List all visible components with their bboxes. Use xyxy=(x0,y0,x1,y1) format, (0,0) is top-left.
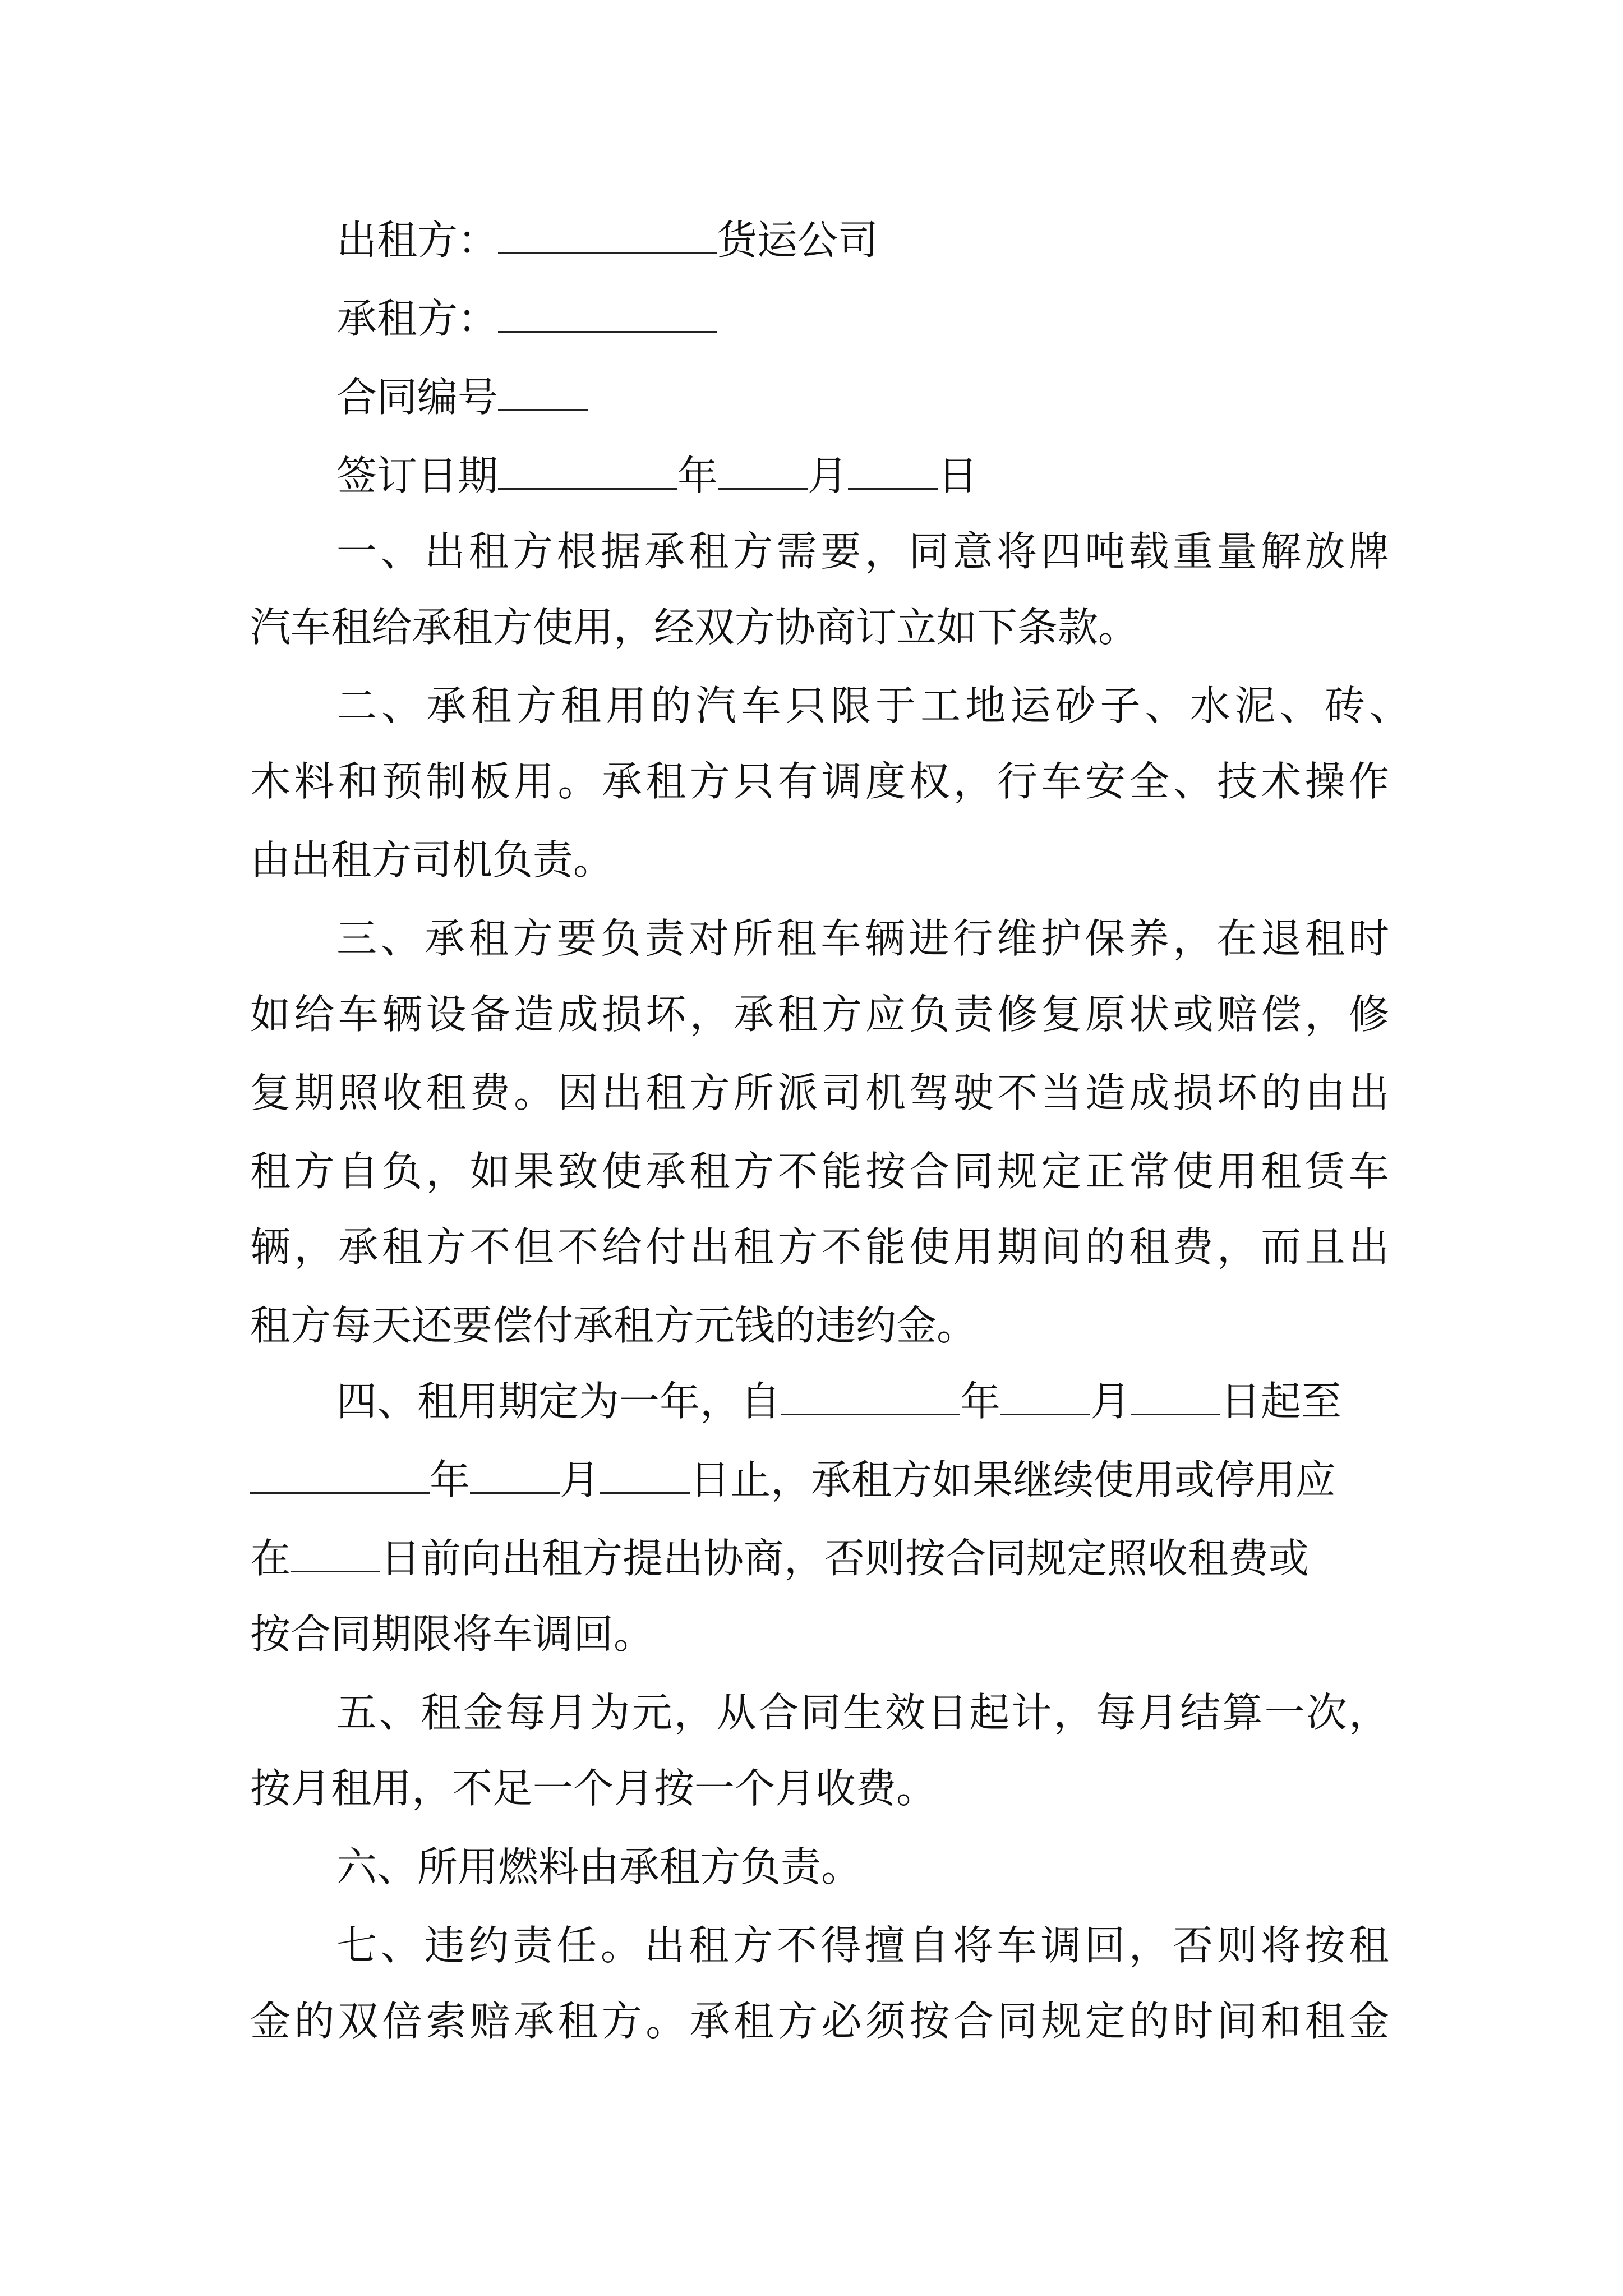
sign-day-label: 日 xyxy=(938,452,979,499)
clause-4-line-2 xyxy=(250,1453,1389,1507)
sign-month-blank xyxy=(718,455,808,490)
clause-7-line: 金的双倍索赔承租方。承租方必须按合同规定的时间和租金 xyxy=(250,1998,1389,2045)
clause-4-text: 日起至 xyxy=(1220,1378,1342,1425)
clause-3-line: 如给车辆设备造成损坏，承租方应负责修复原状或赔偿，修 xyxy=(250,991,1389,1038)
clause-3-line: 租方自负，如果致使承租方不能按合同规定正常使用租赁车 xyxy=(250,1148,1389,1195)
clause-1-line: 汽车租给承租方使用，经双方协商订立如下条款。 xyxy=(250,604,1139,651)
contract-no-label: 合同编号 xyxy=(336,374,499,421)
clause-5-line: 五、租金每月为元，从合同生效日起计，每月结算一次， xyxy=(336,1689,1389,1736)
clause-4-text: 日止，承租方如果继续使用或停用应 xyxy=(690,1456,1336,1503)
clause-7-line: 七、违约责任。出租方不得擅自将车调回，否则将按租 xyxy=(336,1922,1389,1969)
clause-4-text: 年 xyxy=(960,1378,1001,1425)
start-month-blank xyxy=(1000,1381,1090,1415)
clause-4-text: 四、租用期定为一年，自 xyxy=(336,1378,781,1425)
contract-no-line xyxy=(336,370,1389,424)
lessee-blank xyxy=(498,298,717,333)
sign-date-line xyxy=(336,449,1389,503)
clause-5-line: 按月租用，不足一个月按一个月收费。 xyxy=(250,1765,937,1812)
sign-year-label: 年 xyxy=(677,452,718,499)
lessee-line xyxy=(336,292,1389,346)
clause-3-line: 复期照收租费。因出租方所派司机驾驶不当造成损坏的由出 xyxy=(250,1069,1389,1116)
clause-4-text: 在 xyxy=(250,1535,291,1582)
clause-2-line: 由出租方司机负责。 xyxy=(250,836,614,884)
sign-date-label: 签订日期 xyxy=(336,452,499,499)
lessor-blank xyxy=(498,220,717,254)
clause-4-text: 日前向出租方提出协商，否则按合同规定照收租费或 xyxy=(380,1535,1310,1582)
clause-1-line: 一、出租方根据承租方需要，同意将四吨载重量解放牌 xyxy=(336,528,1389,575)
clause-3-line: 三、承租方要负责对所租车辆进行维护保养，在退租时 xyxy=(336,915,1389,962)
lessor-suffix: 货运公司 xyxy=(717,217,879,264)
end-day-blank xyxy=(600,1460,690,1494)
sign-day-blank xyxy=(848,455,938,490)
clause-3-line: 租方每天还要偿付承租方元钱的违约金。 xyxy=(250,1302,978,1349)
start-year-blank xyxy=(781,1381,960,1415)
clause-4-line-4: 按合同期限将车调回。 xyxy=(250,1611,654,1658)
start-day-blank xyxy=(1131,1381,1220,1415)
clause-4-line-3 xyxy=(250,1531,1389,1585)
clause-2-line: 木料和预制板用。承租方只有调度权，行车安全、技术操作 xyxy=(250,758,1389,805)
sign-year-blank xyxy=(498,455,677,490)
clause-2-line: 二、承租方租用的汽车只限于工地运砂子、水泥、砖、 xyxy=(336,682,1410,729)
end-month-blank xyxy=(470,1460,560,1494)
clause-4-text: 月 xyxy=(560,1456,601,1503)
clause-6-line: 六、所用燃料由承租方负责。 xyxy=(336,1843,862,1890)
end-year-blank xyxy=(250,1460,430,1494)
contract-no-blank xyxy=(498,377,588,411)
clause-4-text: 月 xyxy=(1090,1378,1131,1425)
clause-4-line-1 xyxy=(336,1374,1389,1428)
lessor-label: 出租方： xyxy=(336,217,499,264)
clause-4-text: 年 xyxy=(430,1456,471,1503)
notice-day-blank xyxy=(291,1538,380,1572)
clause-3-line: 辆，承租方不但不给付出租方不能使用期间的租费，而且出 xyxy=(250,1223,1389,1271)
lessor-line xyxy=(336,213,1389,267)
sign-month-label: 月 xyxy=(808,452,849,499)
lessee-label: 承租方： xyxy=(336,295,499,342)
